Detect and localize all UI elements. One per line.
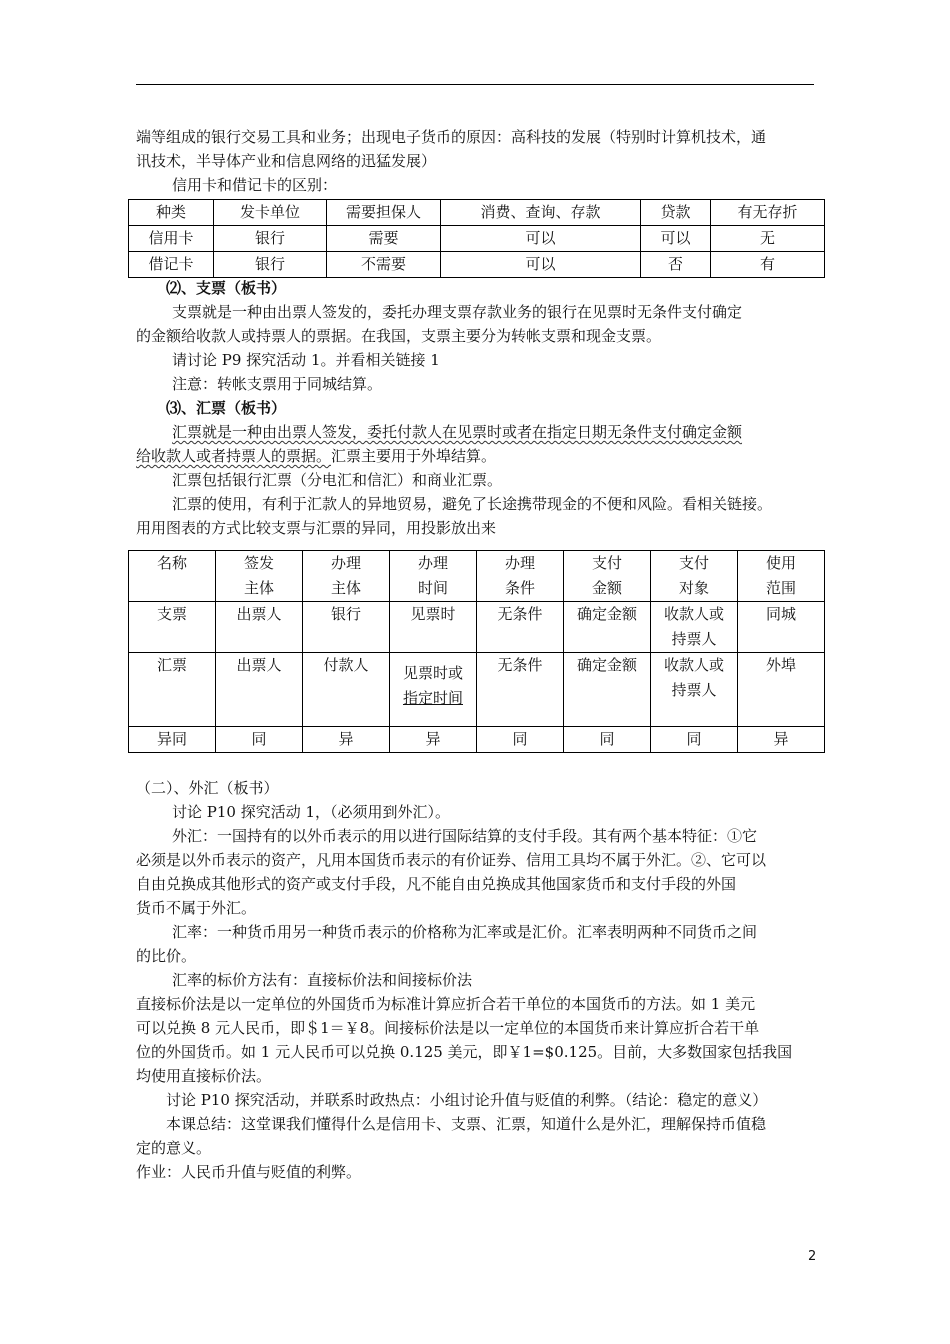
- table-cell: 银行: [214, 252, 327, 278]
- forex-section: [136, 776, 824, 1184]
- header-cell: [477, 551, 564, 602]
- table-cell: 确定金额: [564, 602, 651, 653]
- header-text: 使用: [765, 554, 796, 572]
- table-cell: 需要: [327, 226, 441, 252]
- forex-heading: （二）、外汇（板书）: [136, 779, 279, 797]
- table-cell: 可以: [641, 226, 711, 252]
- header-cell: 需要担保人: [327, 200, 441, 226]
- table-row: [129, 727, 825, 753]
- text-line: 定的意义。: [136, 1139, 212, 1157]
- text-line: 直接标价法是以一定单位的外国货币为标准计算应折合若干单位的本国货币的方法。如 1 美元: [136, 995, 756, 1013]
- table-cell: 否: [641, 252, 711, 278]
- table-cell: 信用卡: [129, 226, 214, 252]
- card-intro: 信用卡和借记卡的区别：: [172, 176, 338, 194]
- header-cell: 种类: [129, 200, 214, 226]
- table-header-row: [129, 551, 825, 602]
- cell-text: 收款人或: [663, 605, 724, 623]
- header-text: 支付: [591, 554, 622, 572]
- cell-text: 持票人: [671, 681, 717, 699]
- cheque-heading: ⑵、支票（板书）: [166, 279, 287, 297]
- table-cell: 无条件: [477, 653, 564, 727]
- header-text: 对象: [678, 579, 709, 597]
- table-cell: [651, 602, 738, 653]
- text-line: [136, 420, 824, 444]
- text-line: 汇率的标价方法有：直接标价法和间接标价法: [172, 971, 473, 989]
- page-number: 2: [808, 1249, 817, 1264]
- text-line: 支票就是一种由出票人签发的，委托办理支票存款业务的银行在见票时无条件支付确定: [172, 303, 743, 321]
- homework-line: 作业：人民币升值与贬值的利弊。: [136, 1163, 362, 1181]
- header-text: 主体: [330, 579, 361, 597]
- table-cell: 异: [390, 727, 477, 753]
- text-line: 讨论 P10 探究活动，并联系时政热点：小组讨论升值与贬值的利弊。（结论：稳定的意义）: [166, 1091, 768, 1109]
- cell-text: 指定时间: [402, 689, 463, 707]
- table-cell: 付款人: [303, 653, 390, 727]
- table-cell: 有: [711, 252, 825, 278]
- text-line: 的比价。: [136, 947, 197, 965]
- header-text: 名称: [156, 554, 187, 572]
- intro-paragraph: [136, 125, 824, 197]
- header-cell: 有无存折: [711, 200, 825, 226]
- table-cell: 支票: [129, 602, 216, 653]
- header-cell: 贷款: [641, 200, 711, 226]
- header-cell: [564, 551, 651, 602]
- text-line: 端等组成的银行交易工具和业务；出现电子货币的原因：高科技的发展（特别时计算机技术，通: [136, 128, 767, 146]
- table-cell: 借记卡: [129, 252, 214, 278]
- text-line: 汇票包括银行汇票（分电汇和信汇）和商业汇票。: [172, 471, 503, 489]
- table-cell: 同城: [738, 602, 825, 653]
- cheque-draft-comparison-table: [128, 550, 825, 753]
- header-cell: 消费、查询、存款: [441, 200, 641, 226]
- table-cell: 无: [711, 226, 825, 252]
- table-cell: 见票时: [390, 602, 477, 653]
- header-text: 办理: [330, 554, 361, 572]
- text-line: 汇率：一种货币用另一种货币表示的价格称为汇率或是汇价。汇率表明两种不同货币之间: [172, 923, 758, 941]
- header-text: 支付: [678, 554, 709, 572]
- header-cell: [651, 551, 738, 602]
- text-line: 自由兑换成其他形式的资产或支付手段，凡不能自由兑换成其他国家货币和支付手段的外国: [136, 875, 737, 893]
- text-line: 货币不属于外汇。: [136, 899, 257, 917]
- header-rule: [136, 84, 814, 85]
- table-row: [129, 226, 825, 252]
- table-header-row: [129, 200, 825, 226]
- header-text: 办理: [504, 554, 535, 572]
- header-cell: [216, 551, 303, 602]
- draft-usage: 汇票主要用于外埠结算。: [331, 447, 497, 465]
- table-cell: 出票人: [216, 602, 303, 653]
- text-line: 讯技术，半导体产业和信息网络的迅猛发展）: [136, 152, 437, 170]
- table-cell: 汇票: [129, 653, 216, 727]
- text-line: 外汇：一国持有的以外币表示的用以进行国际结算的支付手段。其有两个基本特征：①它: [172, 827, 758, 845]
- draft-heading: ⑶、汇票（板书）: [166, 399, 287, 417]
- table-cell: 不需要: [327, 252, 441, 278]
- text-line: 请讨论 P9 探究活动 1。并看相关链接 1: [172, 351, 440, 369]
- header-text: 主体: [243, 579, 274, 597]
- table-cell: 银行: [303, 602, 390, 653]
- table-row: [129, 602, 825, 653]
- card-comparison-table: [128, 199, 825, 278]
- text-line: 本课总结：这堂课我们懂得什么是信用卡、支票、汇票，知道什么是外汇，理解保持币值稳: [166, 1115, 767, 1133]
- header-text: 范围: [765, 579, 796, 597]
- table-row: [129, 653, 825, 727]
- text-line: 注意：转帐支票用于同城结算。: [172, 375, 383, 393]
- table-cell: 出票人: [216, 653, 303, 727]
- text-line: 可以兑换 8 元人民币，即＄1＝￥8。间接标价法是以一定单位的本国货币来计算应折合若干单: [136, 1019, 760, 1037]
- table-cell: 同: [216, 727, 303, 753]
- table-cell: 可以: [441, 226, 641, 252]
- draft-definition: 汇票就是一种由出票人签发，委托付款人在见票时或者在指定日期无条件支付确定金额: [172, 423, 743, 441]
- text-line: [136, 444, 824, 468]
- table-cell: 异同: [129, 727, 216, 753]
- header-text: 金额: [591, 579, 622, 597]
- table-cell: 可以: [441, 252, 641, 278]
- text-line: 的金额给收款人或持票人的票据。在我国，支票主要分为转帐支票和现金支票。: [136, 327, 662, 345]
- table-cell: 外埠: [738, 653, 825, 727]
- table-cell: 同: [564, 727, 651, 753]
- header-text: 条件: [504, 579, 535, 597]
- cheque-draft-section: [136, 276, 824, 540]
- header-cell: [129, 551, 216, 602]
- header-cell: 发卡单位: [214, 200, 327, 226]
- header-cell: [738, 551, 825, 602]
- table-cell: 同: [477, 727, 564, 753]
- table-cell: [651, 653, 738, 727]
- table-cell: 异: [303, 727, 390, 753]
- table-cell: 银行: [214, 226, 327, 252]
- text-line: 位的外国货币。如 1 元人民币可以兑换 0.125 美元，即￥1=$0.125。目前，大多数国家包括我国: [136, 1043, 793, 1061]
- header-cell: [390, 551, 477, 602]
- text-line: 用用图表的方式比较支票与汇票的异同，用投影放出来: [136, 519, 497, 537]
- table-cell: 异: [738, 727, 825, 753]
- table-cell: 无条件: [477, 602, 564, 653]
- draft-definition: 给收款人或者持票人的票据。: [136, 447, 332, 465]
- cell-text: 见票时或: [402, 664, 463, 682]
- table-cell: 同: [651, 727, 738, 753]
- table-cell: 确定金额: [564, 653, 651, 727]
- text-line: 均使用直接标价法。: [136, 1067, 272, 1085]
- cell-text: 持票人: [671, 630, 717, 648]
- text-line: 必须是以外币表示的资产，凡用本国货币表示的有价证券、信用工具均不属于外汇。②、它可以: [136, 851, 767, 869]
- text-line: 汇票的使用，有利于汇款人的异地贸易，避免了长途携带现金的不便和风险。看相关链接。: [172, 495, 773, 513]
- table-cell: [390, 653, 477, 727]
- header-cell: [303, 551, 390, 602]
- header-text: 办理: [417, 554, 448, 572]
- text-line: 讨论 P10 探究活动 1，（必须用到外汇）。: [172, 803, 451, 821]
- cell-text: 收款人或: [663, 656, 724, 674]
- table-row: [129, 252, 825, 278]
- header-text: 签发: [243, 554, 274, 572]
- header-text: 时间: [417, 579, 448, 597]
